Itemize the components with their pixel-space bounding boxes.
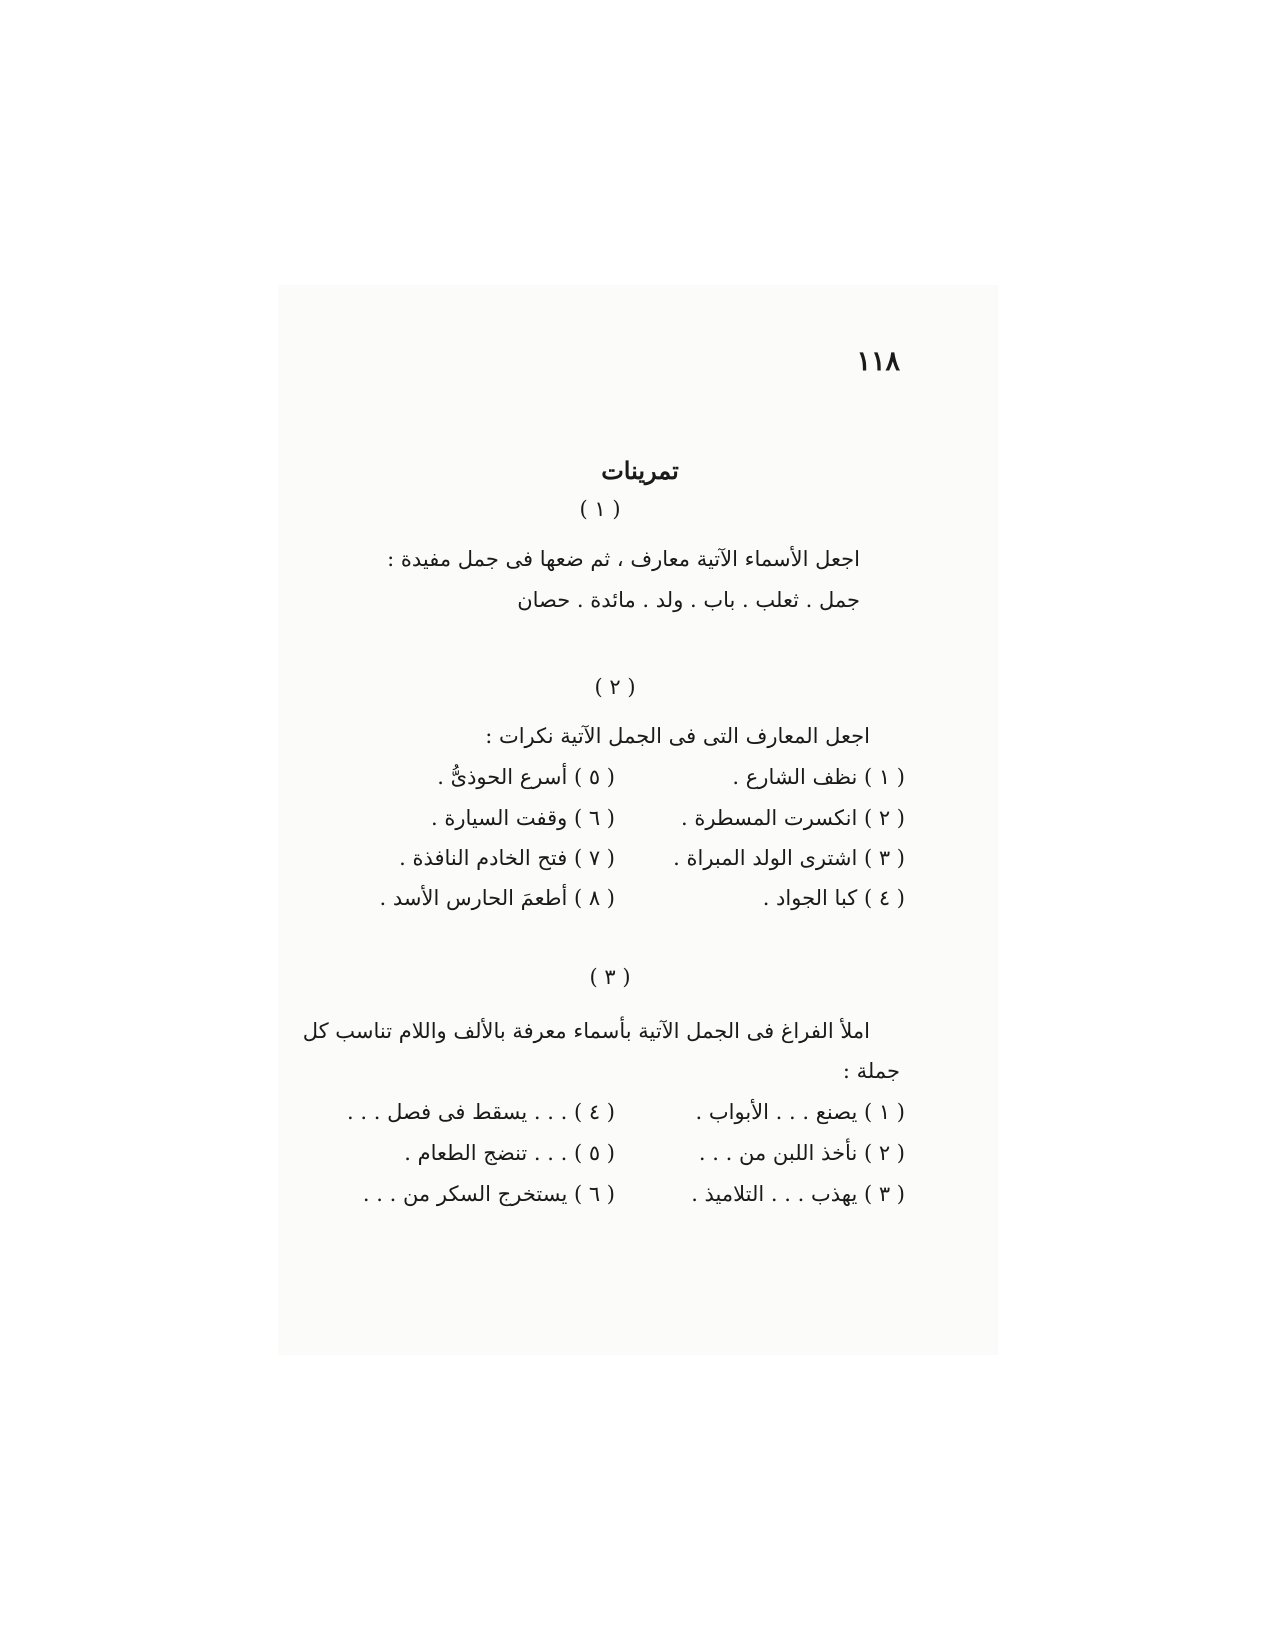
exercise-3-item-3: ( ٣ ) يهذب . . . التلاميذ . bbox=[691, 1182, 905, 1206]
exercise-2-number: ( ٢ ) bbox=[594, 675, 636, 699]
exercise-3-item-2: ( ٢ ) نأخذ اللبن من . . . bbox=[698, 1141, 905, 1165]
exercise-2-item-5: ( ٥ ) أسرع الحوذىُّ . bbox=[437, 765, 615, 789]
exercise-1-number: ( ١ ) bbox=[579, 497, 621, 521]
page-number: ١١٨ bbox=[856, 346, 900, 377]
exercise-2-item-4: ( ٤ ) كبا الجواد . bbox=[762, 886, 905, 910]
exercise-3-item-6: ( ٦ ) يستخرج السكر من . . . bbox=[362, 1182, 615, 1206]
exercise-3-item-1: ( ١ ) يصنع . . . الأبواب . bbox=[695, 1100, 905, 1124]
exercise-3-item-4: ( ٤ ) . . . يسقط فى فصل . . . bbox=[347, 1100, 615, 1124]
exercise-3-instruction-line-2: جملة : bbox=[842, 1059, 900, 1083]
exercise-2-item-1: ( ١ ) نظف الشارع . bbox=[732, 765, 905, 789]
exercise-2-item-3: ( ٣ ) اشترى الولد المبراة . bbox=[673, 846, 905, 870]
exercises-heading: تمرينات bbox=[601, 456, 679, 485]
exercise-2-item-6: ( ٦ ) وقفت السيارة . bbox=[431, 806, 615, 830]
exercise-1-words: جمل . ثعلب . باب . ولد . مائدة . حصان bbox=[517, 588, 860, 612]
exercise-2-instruction: اجعل المعارف التى فى الجمل الآتية نكرات : bbox=[485, 724, 870, 748]
exercise-1-instruction: اجعل الأسماء الآتية معارف ، ثم ضعها فى جمل مفيدة : bbox=[387, 547, 860, 571]
exercise-2-item-2: ( ٢ ) انكسرت المسطرة . bbox=[680, 806, 905, 830]
exercise-3-number: ( ٣ ) bbox=[589, 965, 631, 989]
exercise-3-item-5: ( ٥ ) . . . تنضج الطعام . bbox=[404, 1141, 615, 1165]
exercise-2-item-8: ( ٨ ) أطعمَ الحارس الأسد . bbox=[379, 886, 615, 910]
exercise-3-instruction-line-1: املأ الفراغ فى الجمل الآتية بأسماء معرفة بالألف واللام تناسب كل bbox=[302, 1019, 870, 1043]
exercise-2-item-7: ( ٧ ) فتح الخادم النافذة . bbox=[399, 846, 615, 870]
